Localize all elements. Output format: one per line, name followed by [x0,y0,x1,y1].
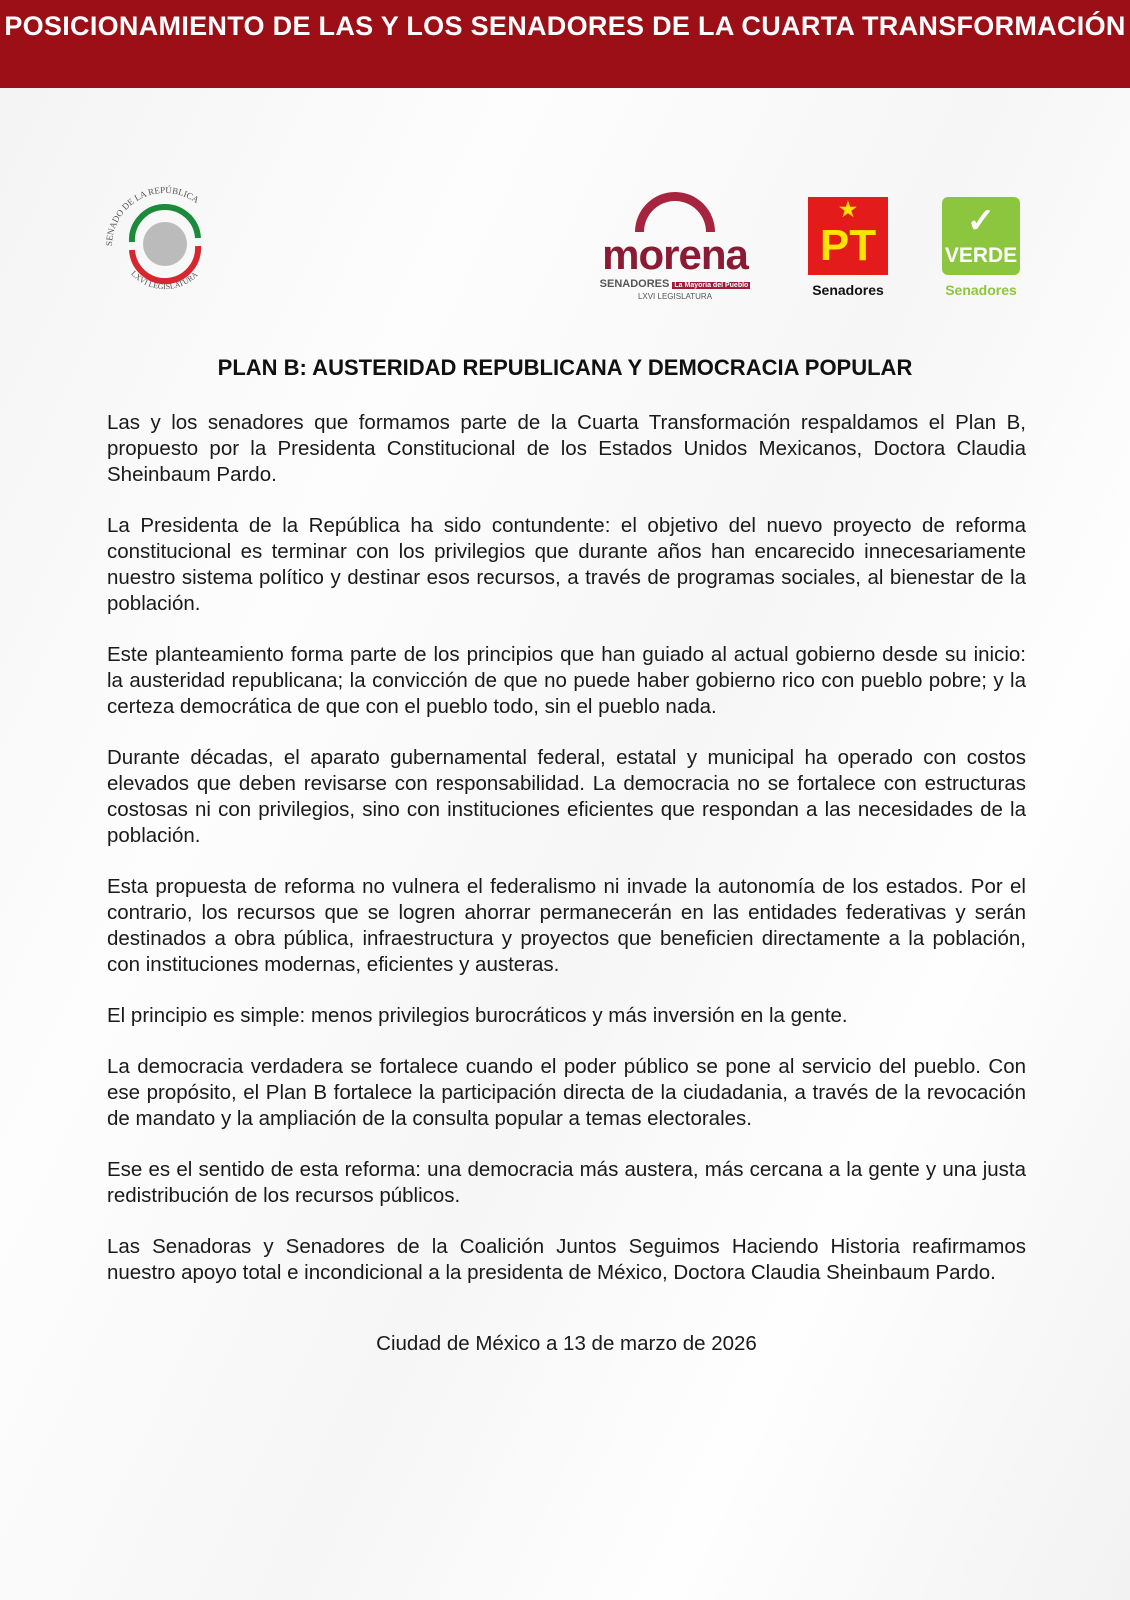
paragraph: Las Senadoras y Senadores de la Coalición Juntos Seguimos Haciendo Historia reafirmamos nuestro apoyo total e incondicional a la presidenta de México, Doctora Claudia Sheinbaum Pardo. [107,1235,1026,1284]
document-body [107,410,1026,1286]
document-title: PLAN B: AUSTERIDAD REPUBLICANA Y DEMOCRACIA POPULAR [217,355,913,380]
star-icon: ★ [839,199,857,221]
svg-text:SENADO DE LA REPÚBLICA: SENADO DE LA REPÚBLICA [103,184,201,247]
svg-text:LXVI LEGISLATURA: LXVI LEGISLATURA [129,268,200,292]
paragraph: Ese es el sentido de esta reforma: una democracia más austera, más cercana a la gente y una justa redistribución de los recursos públicos. [107,1158,1026,1207]
verde-logo: ✓ VERDE [942,197,1020,275]
verde-label: Senadores [945,282,1017,298]
document-content [107,410,1026,1357]
paragraph: Este planteamiento forma parte de los principios que han guiado al actual gobierno desde su inicio: la austeridad republicana; la convicción de que no puede haber gobierno rico con pueblo pobre; y la certeza democrática de que con el pueblo todo, sin el pueblo nada. [107,643,1026,718]
paragraph: La Presidenta de la República ha sido contundente: el objetivo del nuevo proyecto de reforma constitucional es terminar con los privilegios que durante años han encarecido innecesariamente nuestro sistema político y destinar esos recursos, a través de programas sociales, al bienestar de la población. [107,514,1026,615]
paragraph: Las y los senadores que formamos parte de la Cuarta Transformación respaldamos el Plan B, propuesto por la Presidenta Constitucional de los Estados Unidos Mexicanos, Doctora Claudia Sheinbaum Pardo. [107,411,1026,486]
senado-logo [102,180,228,306]
paragraph: Durante décadas, el aparato gubernamental federal, estatal y municipal ha operado con costos elevados que deben revisarse con responsabilidad. La democracia no se fortalece con estructuras costosas ni con privilegios, sino con instituciones eficientes que respondan a las necesidades de la población. [107,746,1026,847]
paragraph: Esta propuesta de reforma no vulnera el federalismo ni invade la autonomía de los estados. Por el contrario, los recursos que se logren ahorrar permanecerán en las entidades federativas y serán destinados a obra pública, infraestructura y proyectos que beneficien directamente a la población, con instituciones modernas, eficientes y austeras. [107,875,1026,976]
header-banner: POSICIONAMIENTO DE LAS Y LOS SENADORES DE LA CUARTA TRANSFORMACIÓN [0,0,1130,88]
morena-logo: morena SENADORES La Mayoría del Pueblo LXVI LEGISLATURA [590,192,760,302]
pt-logo: ★ PT [808,197,888,275]
paragraph: La democracia verdadera se fortalece cuando el poder público se pone al servicio del pueblo. Con ese propósito, el Plan B fortalece la participación directa de la ciudadania, a través de la revocación de mandato y la ampliación de la consulta popular a temas electorales. [107,1055,1026,1130]
pt-label: Senadores [812,282,884,298]
check-icon: ✓ [966,202,996,240]
morena-arc [625,192,725,232]
document-date: Ciudad de México a 13 de marzo de 2026 [376,1332,757,1355]
paragraph: El principio es simple: menos privilegios burocráticos y más inversión en la gente. [107,1004,848,1027]
